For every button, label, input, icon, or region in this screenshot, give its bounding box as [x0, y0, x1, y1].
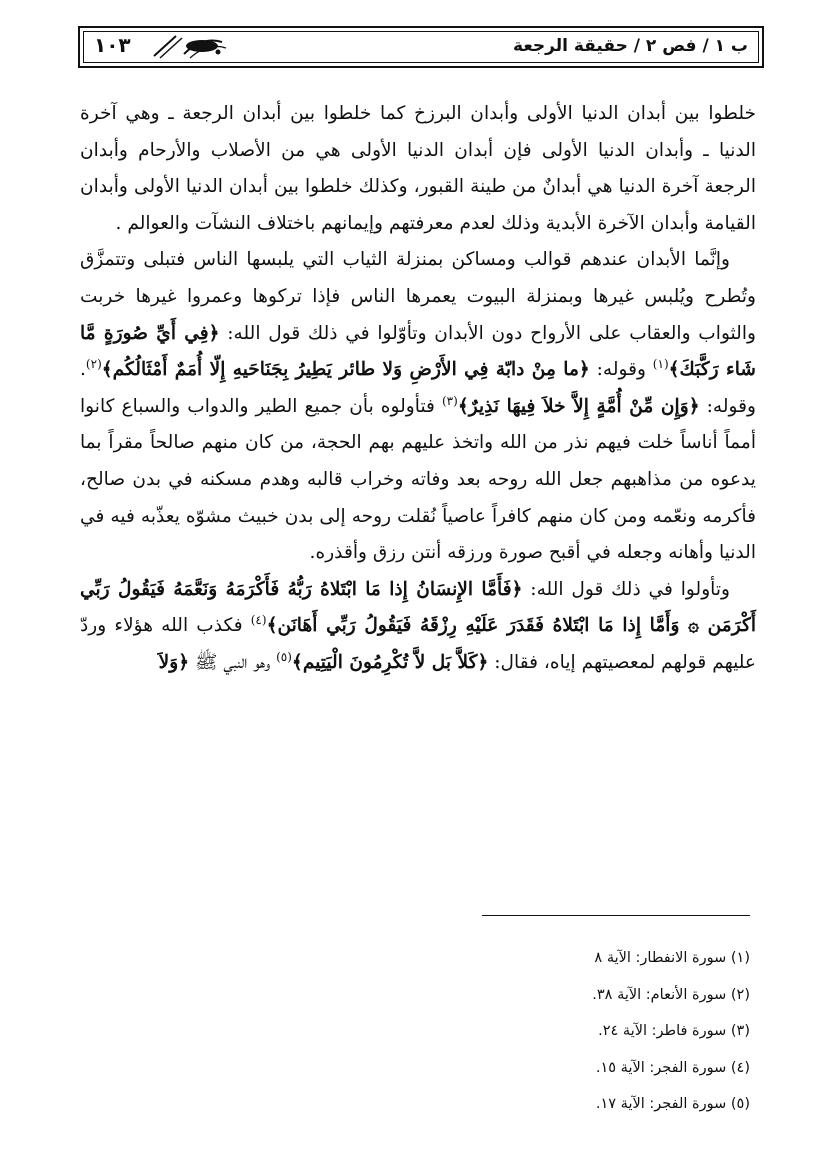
quran-verse: ﴿وَإِن مِّنْ أُمَّةٍ إِلاَّ خلاَ فِيهَا نَذِيرٌ﴾ [457, 395, 700, 417]
quran-verse: ﴿فِي أَيِّ صُورَةٍ مَّا شَاء رَكَّبَكَ﴾ [80, 322, 756, 381]
text-segment: وإنَّما الأبدان عندهم قوالب ومساكن بمنزلة الثياب التي يلبسها الناس فتبلى وتتمزَّق وتُطرح ويُلبس غيرها وبمنزلة البيوت يعمرها الناس فإذا تركوها وعمروا غيرها خربت والثواب والعقاب على الأرواح دون الأبدان وتأوّلوا في ذلك قول الله: [80, 249, 756, 344]
quran-verse: ﴿ما مِنْ دابّة فِي الأَرْضِ وَلا طائر يَطِيرُ بِجَنَاحَيهِ إِلّا أُمَمٌ أَمْثَالُكُم﴾ [101, 359, 590, 381]
page-number: ١٠٣ [94, 33, 131, 57]
footnote-item: (٤) سورة الفجر: الآية ١٥. [595, 1059, 750, 1076]
main-text [80, 96, 756, 682]
paragraph-3 [80, 572, 756, 682]
running-head: ب ١ / فص ٢ / حقيقة الرجعة [513, 36, 748, 56]
quran-verse: ﴿وَلاَ [158, 651, 190, 673]
footnote-reference: (١) [652, 356, 669, 371]
footnote-item: (٢) سورة الأنعام: الآية ٣٨. [592, 986, 750, 1003]
page-header [78, 26, 764, 68]
text-segment: . وقوله: [80, 359, 756, 417]
footnote-reference: (٢) [85, 356, 102, 371]
text-segment: وتأولوا في ذلك قول الله: [522, 578, 730, 600]
quran-verse: ﴿فَأَمَّا الإِنسَانُ إِذا مَا ابْتَلاهُ رَبُّهُ فَأَكْرَمَهُ وَنَعَّمَهُ فَيَقُولُ رَبِّي أَكْرَمَن ۞ وَأَمَّا إِذا مَا ابْتَلاهُ فَقَدَرَ عَلَيْهِ رِزْقَهُ فَيَقُولُ رَبِّي أَهَانَن﴾ [80, 578, 757, 637]
text-segment: وهو النبي ﷺ [189, 651, 277, 673]
footnote-item: (٥) سورة الفجر: الآية ١٧. [595, 1096, 750, 1112]
footnotes [350, 940, 750, 1123]
text-segment: فكذب الله هؤلاء وردّ عليهم قولهم لمعصيتهم إياه، فقال: [80, 615, 756, 673]
footnote-reference: (٣) [441, 393, 458, 408]
footnote-reference: (٤) [250, 613, 267, 628]
text-segment: وقوله: [589, 359, 653, 381]
decorative-ornament-icon [150, 32, 230, 62]
quran-verse: ﴿كَلاَّ بَل لاَّ تُكْرِمُونَ الْيَتِيم﴾ [291, 651, 489, 673]
footnote-divider [482, 915, 750, 916]
text-segment: فتأولوه بأن جميع الطير والدواب والسباع كانوا أمماً أناساً خلت فيهم نذر من الله واتخذ عليهم بهم الحجة، من كان منهم صالحاً مقراً بما يدعوه من مذاهبهم جعل الله روحه بعد وفاته وخراب قالبه وهدم مسكنه في بدن صالح، فأكرمه ونعّمه ومن كان منهم كافراً عاصياً نُقلت روحه إلى بدن خبيث مشوّه يعذّبه فيه في الدنيا وأهانه وجعله في أقبح صورة ورزقه أنتن رزق وأقذره. [80, 395, 756, 564]
footnote-item: (٣) سورة فاطر: الآية ٢٤. [598, 1023, 750, 1039]
paragraph-2 [80, 242, 756, 571]
footnote-reference: (٥) [276, 649, 292, 664]
footnote-item: (١) سورة الانفطار: الآية ٨ [594, 950, 750, 966]
paragraph-1: خلطوا بين أبدان الدنيا الأولى وأبدان البرزخ كما خلطوا بين أبدان الرجعة ـ وهي آخرة الدنيا ـ وأبدان الدنيا الأولى فإن أبدان الدنيا الأولى هي من الأصلاب والأرحام وأبدان الرجعة آخرة الدنيا هي أبدانٌ من طينة القبور، وكذلك خلطوا بين أبدان الدنيا الأولى وأبدان القيامة وأبدان الآخرة الأبدية وذلك لعدم معرفتهم وإيمانهم باختلاف النشآت والعوالم . [80, 103, 756, 234]
